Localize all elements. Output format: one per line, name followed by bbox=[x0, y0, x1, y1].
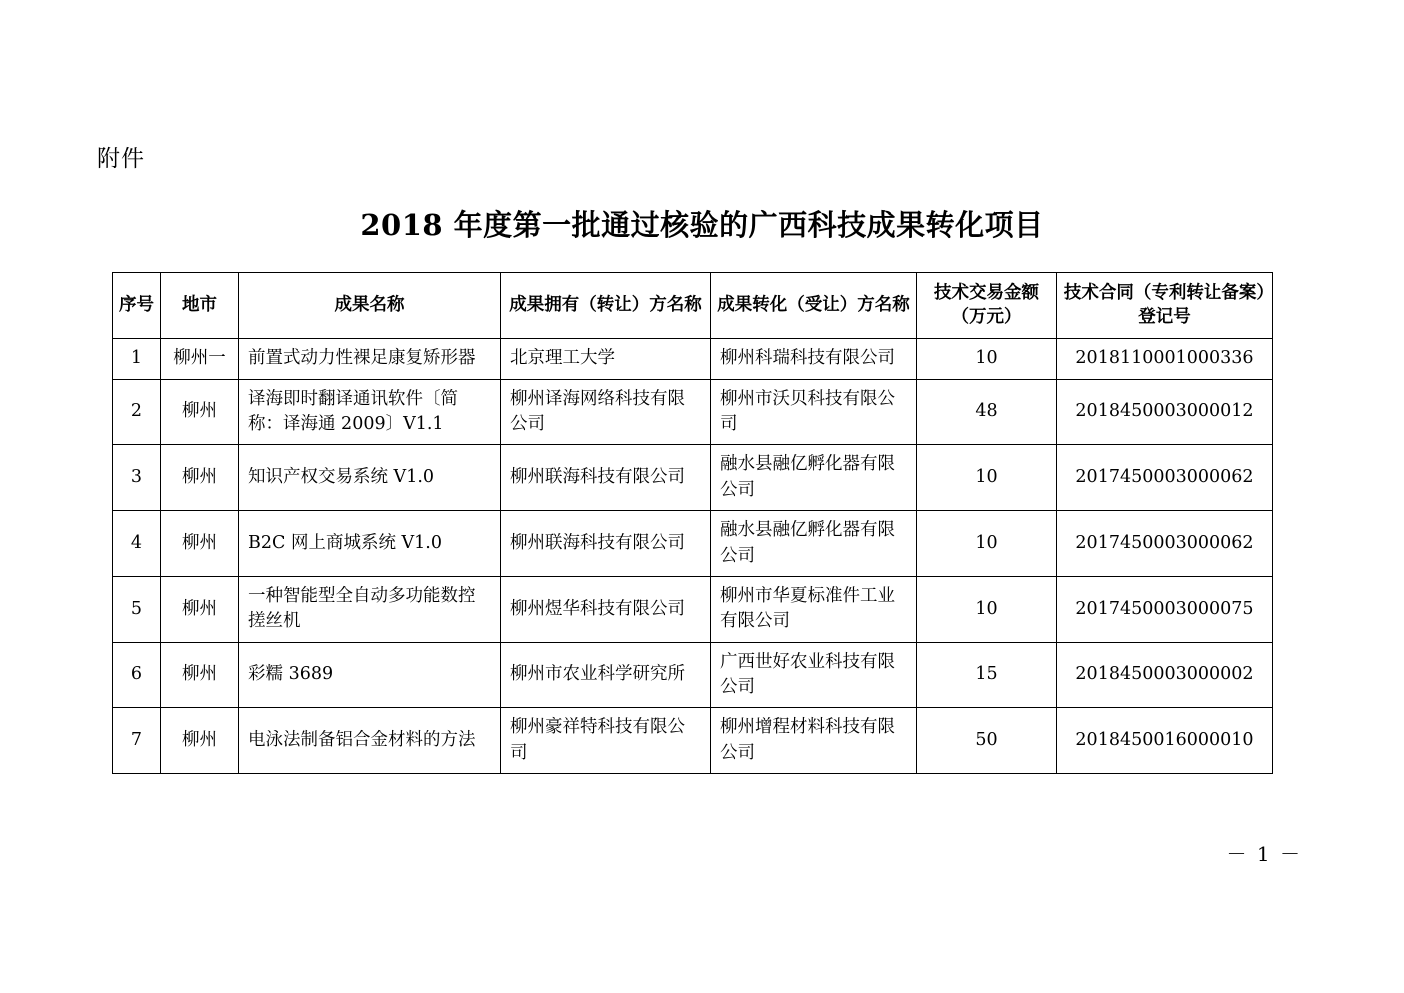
column-header-amount: 技术交易金额（万元） bbox=[917, 273, 1057, 339]
cell-city: 柳州 bbox=[161, 642, 239, 708]
cell-amount: 10 bbox=[917, 511, 1057, 577]
cell-achievement-name: 彩糯 3689 bbox=[239, 642, 501, 708]
column-header-receiver: 成果转化（受让）方名称 bbox=[711, 273, 917, 339]
cell-city: 柳州 bbox=[161, 379, 239, 445]
cell-amount: 15 bbox=[917, 642, 1057, 708]
cell-registration-no: 2018450003000012 bbox=[1057, 379, 1273, 445]
column-header-registration-no: 技术合同（专利转让备案）登记号 bbox=[1057, 273, 1273, 339]
page-title: 2018 年度第一批通过核验的广西科技成果转化项目 bbox=[360, 208, 1044, 242]
cell-receiver: 柳州增程材料科技有限公司 bbox=[711, 708, 917, 774]
cell-registration-no: 2017450003000062 bbox=[1057, 511, 1273, 577]
cell-no: 3 bbox=[113, 445, 161, 511]
column-header-no: 序号 bbox=[113, 273, 161, 339]
cell-no: 2 bbox=[113, 379, 161, 445]
cell-achievement-name: 电泳法制备铝合金材料的方法 bbox=[239, 708, 501, 774]
cell-owner: 北京理工大学 bbox=[501, 339, 711, 379]
cell-registration-no: 2017450003000062 bbox=[1057, 445, 1273, 511]
cell-owner: 柳州豪祥特科技有限公司 bbox=[501, 708, 711, 774]
table-row bbox=[113, 445, 1273, 511]
cell-receiver: 柳州市沃贝科技有限公司 bbox=[711, 379, 917, 445]
cell-owner: 柳州市农业科学研究所 bbox=[501, 642, 711, 708]
cell-owner: 柳州译海网络科技有限公司 bbox=[501, 379, 711, 445]
cell-amount: 10 bbox=[917, 445, 1057, 511]
cell-amount: 10 bbox=[917, 339, 1057, 379]
table-header-row bbox=[113, 273, 1273, 339]
cell-no: 6 bbox=[113, 642, 161, 708]
column-header-city: 地市 bbox=[161, 273, 239, 339]
page-number: － 1 － bbox=[1226, 842, 1302, 866]
table-row bbox=[113, 708, 1273, 774]
cell-amount: 48 bbox=[917, 379, 1057, 445]
table-row bbox=[113, 576, 1273, 642]
cell-city: 柳州 bbox=[161, 708, 239, 774]
cell-no: 5 bbox=[113, 576, 161, 642]
results-table bbox=[112, 272, 1273, 774]
cell-no: 7 bbox=[113, 708, 161, 774]
cell-receiver: 融水县融亿孵化器有限公司 bbox=[711, 511, 917, 577]
cell-city: 柳州 bbox=[161, 511, 239, 577]
cell-city: 柳州一 bbox=[161, 339, 239, 379]
cell-owner: 柳州联海科技有限公司 bbox=[501, 511, 711, 577]
cell-achievement-name: 前置式动力性裸足康复矫形器 bbox=[239, 339, 501, 379]
attachment-label: 附件 bbox=[97, 146, 145, 172]
cell-registration-no: 2018450003000002 bbox=[1057, 642, 1273, 708]
cell-amount: 10 bbox=[917, 576, 1057, 642]
cell-achievement-name: 知识产权交易系统 V1.0 bbox=[239, 445, 501, 511]
cell-registration-no: 2017450003000075 bbox=[1057, 576, 1273, 642]
column-header-achievement-name: 成果名称 bbox=[239, 273, 501, 339]
cell-receiver: 柳州科瑞科技有限公司 bbox=[711, 339, 917, 379]
table-row bbox=[113, 642, 1273, 708]
table-row bbox=[113, 379, 1273, 445]
cell-no: 4 bbox=[113, 511, 161, 577]
cell-achievement-name: B2C 网上商城系统 V1.0 bbox=[239, 511, 501, 577]
cell-city: 柳州 bbox=[161, 445, 239, 511]
cell-achievement-name: 译海即时翻译通讯软件〔简称：译海通 2009〕V1.1 bbox=[239, 379, 501, 445]
cell-receiver: 融水县融亿孵化器有限公司 bbox=[711, 445, 917, 511]
cell-amount: 50 bbox=[917, 708, 1057, 774]
cell-owner: 柳州联海科技有限公司 bbox=[501, 445, 711, 511]
table-body bbox=[113, 339, 1273, 774]
table-header bbox=[113, 273, 1273, 339]
cell-achievement-name: 一种智能型全自动多功能数控搓丝机 bbox=[239, 576, 501, 642]
column-header-owner: 成果拥有（转让）方名称 bbox=[501, 273, 711, 339]
cell-city: 柳州 bbox=[161, 576, 239, 642]
cell-no: 1 bbox=[113, 339, 161, 379]
cell-receiver: 广西世好农业科技有限公司 bbox=[711, 642, 917, 708]
table-row bbox=[113, 511, 1273, 577]
cell-registration-no: 2018110001000336 bbox=[1057, 339, 1273, 379]
table-row bbox=[113, 339, 1273, 379]
cell-receiver: 柳州市华夏标准件工业有限公司 bbox=[711, 576, 917, 642]
cell-owner: 柳州煜华科技有限公司 bbox=[501, 576, 711, 642]
cell-registration-no: 2018450016000010 bbox=[1057, 708, 1273, 774]
